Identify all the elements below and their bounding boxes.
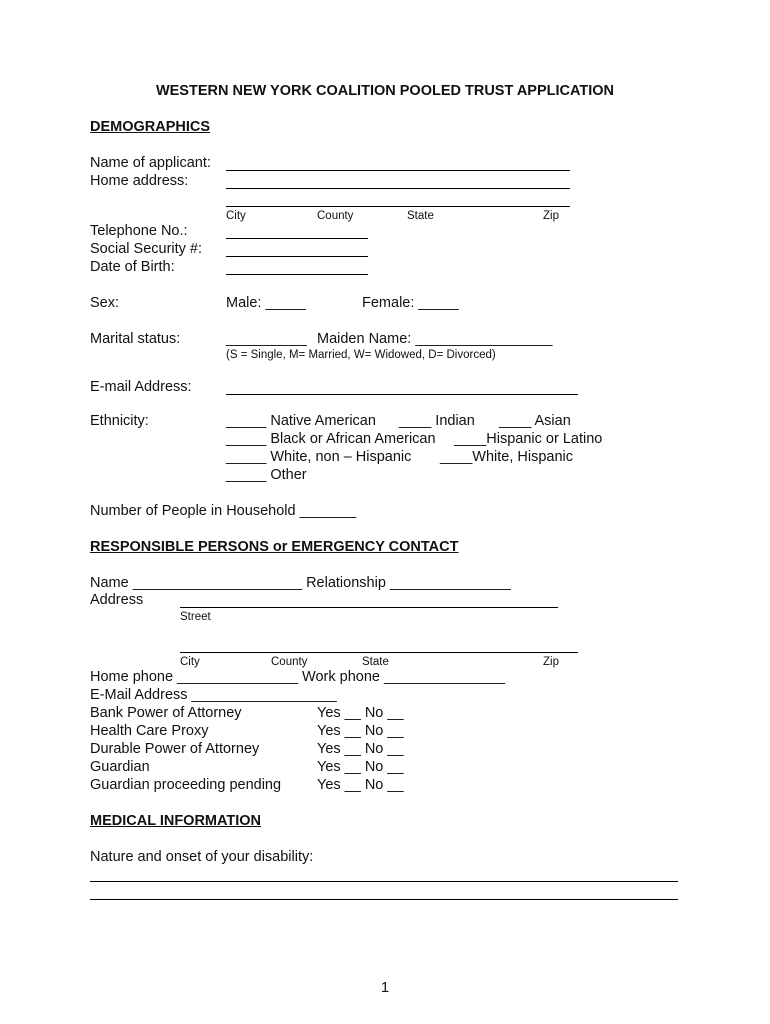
name-of-applicant-field[interactable] (226, 170, 570, 171)
telephone-label: Telephone No.: (90, 223, 188, 239)
guardian-label: Guardian (90, 759, 150, 775)
health-care-proxy-yes-no[interactable]: Yes __ No __ (317, 723, 404, 739)
contact-email-row[interactable]: E-Mail Address __________________ (90, 687, 337, 703)
marital-status-field[interactable]: __________ (226, 331, 307, 347)
contact-address-label: Address (90, 592, 144, 608)
disability-label: Nature and onset of your disability: (90, 849, 314, 865)
ssn-label: Social Security #: (90, 241, 203, 257)
disability-line-2-field[interactable] (90, 899, 678, 900)
ethnicity-asian-option[interactable]: ____ Asian (499, 413, 571, 429)
address-county-label: County (317, 210, 354, 222)
home-address-line2-field[interactable] (226, 206, 570, 207)
contact-street-label: Street (180, 611, 211, 623)
dob-label: Date of Birth: (90, 259, 175, 275)
ssn-field[interactable] (226, 256, 368, 257)
email-label: E-mail Address: (90, 379, 192, 395)
sex-male-option[interactable]: Male: _____ (226, 295, 306, 311)
household-count-field[interactable]: Number of People in Household _______ (90, 503, 357, 519)
ethnicity-black-option[interactable]: _____ Black or African American (226, 431, 436, 447)
guardian-pending-yes-no[interactable]: Yes __ No __ (317, 777, 404, 793)
marital-status-note: (S = Single, M= Married, W= Widowed, D= Divorced) (226, 349, 496, 361)
address-city-label: City (226, 210, 246, 222)
name-of-applicant-label: Name of applicant: (90, 155, 211, 171)
ethnicity-indian-option[interactable]: ____ Indian (399, 413, 475, 429)
guardian-pending-label: Guardian proceeding pending (90, 777, 282, 793)
ethnicity-label: Ethnicity: (90, 413, 149, 429)
medical-information-heading: MEDICAL INFORMATION (90, 813, 262, 829)
contact-name-relationship-row[interactable]: Name _____________________ Relationship _______________ (90, 575, 511, 591)
demographics-heading: DEMOGRAPHICS (90, 119, 211, 135)
contact-county-label: County (271, 656, 308, 668)
bank-poa-yes-no[interactable]: Yes __ No __ (317, 705, 404, 721)
contact-city-label: City (180, 656, 200, 668)
page-title: WESTERN NEW YORK COALITION POOLED TRUST APPLICATION (155, 83, 615, 99)
ethnicity-white-hispanic-option[interactable]: ____White, Hispanic (440, 449, 573, 465)
contact-zip-label: Zip (543, 656, 559, 668)
contact-phone-row[interactable]: Home phone _______________ Work phone _______________ (90, 669, 505, 685)
email-field[interactable] (226, 394, 578, 395)
home-address-label: Home address: (90, 173, 189, 189)
responsible-persons-heading: RESPONSIBLE PERSONS or EMERGENCY CONTACT (90, 539, 459, 555)
maiden-name-field[interactable]: Maiden Name: _________________ (317, 331, 553, 347)
sex-female-option[interactable]: Female: _____ (362, 295, 459, 311)
marital-status-label: Marital status: (90, 331, 181, 347)
address-state-label: State (407, 210, 434, 222)
ethnicity-white-non-hispanic-option[interactable]: _____ White, non – Hispanic (226, 449, 412, 465)
contact-state-label: State (362, 656, 389, 668)
dob-field[interactable] (226, 274, 368, 275)
health-care-proxy-label: Health Care Proxy (90, 723, 209, 739)
telephone-field[interactable] (226, 238, 368, 239)
sex-label: Sex: (90, 295, 120, 311)
bank-poa-label: Bank Power of Attorney (90, 705, 242, 721)
page-number: 1 (380, 980, 390, 996)
ethnicity-other-option[interactable]: _____ Other (226, 467, 307, 483)
disability-line-1-field[interactable] (90, 881, 678, 882)
guardian-yes-no[interactable]: Yes __ No __ (317, 759, 404, 775)
contact-street-field[interactable] (180, 607, 558, 608)
ethnicity-native-american-option[interactable]: _____ Native American (226, 413, 376, 429)
durable-poa-label: Durable Power of Attorney (90, 741, 260, 757)
home-address-field[interactable] (226, 188, 570, 189)
durable-poa-yes-no[interactable]: Yes __ No __ (317, 741, 404, 757)
ethnicity-hispanic-latino-option[interactable]: ____Hispanic or Latino (454, 431, 603, 447)
address-zip-label: Zip (543, 210, 559, 222)
